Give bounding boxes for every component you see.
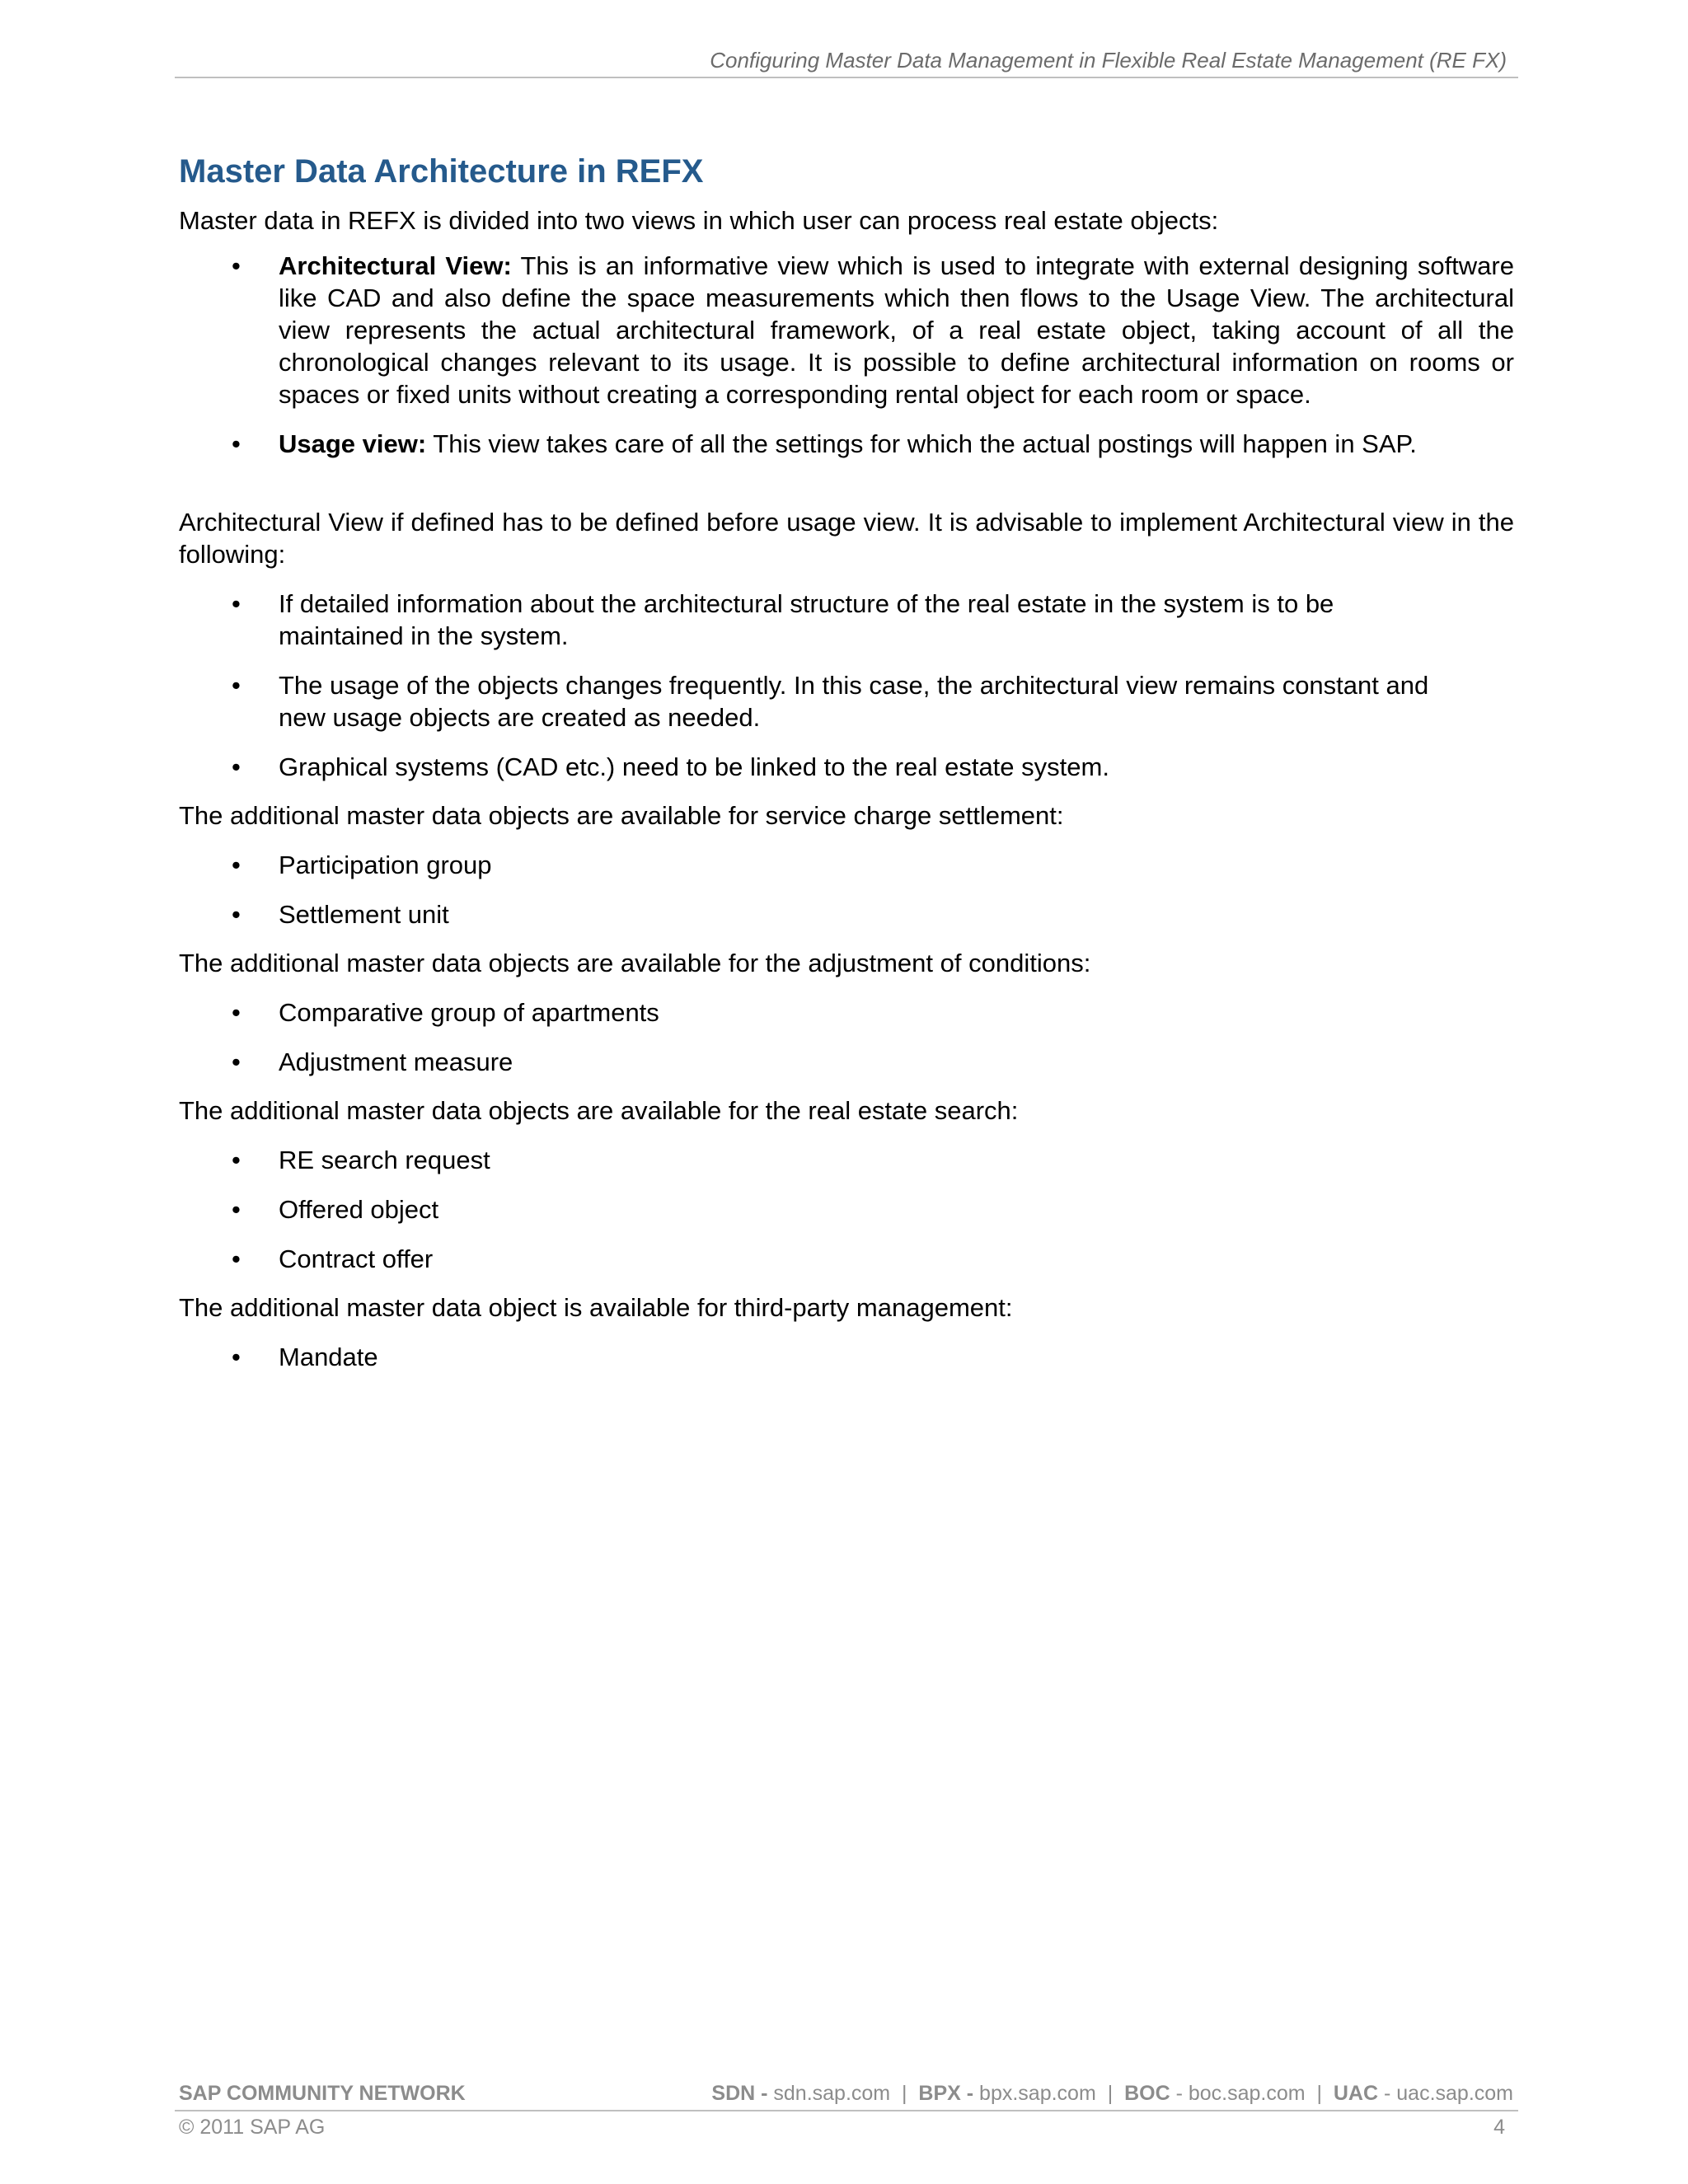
footer-separator: | — [890, 2082, 919, 2105]
architectural-list — [179, 588, 1514, 783]
list-item — [179, 669, 1514, 733]
footer-link-bpx[interactable]: bpx.sap.com — [973, 2082, 1096, 2105]
list-item-architectural-view — [179, 250, 1514, 410]
footer-links — [711, 2082, 1513, 2106]
list-item-usage-view — [179, 428, 1514, 460]
bullet-icon: • — [232, 1343, 241, 1371]
intro-paragraph: Master data in REFX is divided into two views in which user can process real estate objects: — [179, 206, 1219, 235]
list-item — [179, 1243, 1514, 1275]
running-header: Configuring Master Data Management in Flexible Real Estate Management (RE FX) — [710, 48, 1507, 73]
list-item-text: Settlement unit — [279, 900, 449, 929]
list-item-text: Adjustment measure — [279, 1047, 513, 1076]
footer-link-label: SDN - — [711, 2082, 768, 2105]
bullet-icon: • — [232, 1244, 241, 1273]
service-charge-list — [179, 849, 1514, 930]
term-description: This view takes care of all the settings for which the actual postings will happen in SAP. — [426, 429, 1417, 458]
bullet-icon: • — [232, 589, 241, 618]
footer-network-label: SAP COMMUNITY NETWORK — [179, 2082, 466, 2105]
list-item — [179, 1193, 1514, 1226]
list-item-text: If detailed information about the architectural structure of the real estate in the system is to be maintained in the system. — [279, 589, 1334, 650]
list-item-text: Participation group — [279, 851, 492, 879]
bullet-icon: • — [232, 998, 241, 1027]
list-item-text: Contract offer — [279, 1244, 434, 1273]
service-charge-intro: The additional master data objects are available for service charge settlement: — [179, 801, 1064, 830]
list-item — [179, 1144, 1514, 1176]
bullet-icon: • — [232, 752, 241, 781]
footer-link-label: BOC — [1124, 2082, 1170, 2105]
list-item — [179, 751, 1514, 783]
list-item — [179, 1046, 1514, 1078]
bullet-icon: • — [232, 1195, 241, 1224]
section-title: Master Data Architecture in REFX — [179, 153, 704, 190]
list-item-text: Offered object — [279, 1195, 439, 1224]
list-item — [179, 1341, 1514, 1373]
term-label: Usage view: — [279, 429, 427, 458]
search-list — [179, 1144, 1514, 1275]
footer-link-label: UAC — [1333, 2082, 1379, 2105]
footer-link-boc[interactable]: - boc.sap.com — [1170, 2082, 1306, 2105]
bullet-icon: • — [232, 851, 241, 879]
footer-link-sdn[interactable]: sdn.sap.com — [767, 2082, 891, 2105]
list-item — [179, 588, 1514, 652]
page-content — [179, 150, 1514, 1373]
bullet-icon: • — [232, 429, 241, 458]
footer-rule — [175, 2110, 1518, 2111]
list-item-text — [279, 250, 1514, 410]
term-label: Architectural View: — [279, 251, 512, 280]
list-item — [179, 996, 1514, 1029]
list-item-text: The usage of the objects changes frequently. In this case, the architectural view remains constant and new usage objects are created as needed. — [279, 671, 1429, 732]
bullet-icon: • — [232, 900, 241, 929]
adjustment-intro: The additional master data objects are available for the adjustment of conditions: — [179, 949, 1091, 977]
footer-link-label: BPX - — [918, 2082, 974, 2105]
page-number: 4 — [1493, 2116, 1505, 2139]
list-item — [179, 898, 1514, 930]
footer-copyright: © 2011 SAP AG — [179, 2116, 326, 2139]
list-item — [179, 849, 1514, 881]
third-party-list — [179, 1341, 1514, 1373]
list-item-text: RE search request — [279, 1146, 490, 1174]
architectural-intro-paragraph: Architectural View if defined has to be defined before usage view. It is advisable to implement Architectural view in the following: — [179, 508, 1514, 569]
footer-separator: | — [1095, 2082, 1125, 2105]
term-description: This is an informative view which is used to integrate with external designing software like CAD and also define the space measurements which then flows to the Usage View. The architectural view represents the actual architectural framework, of a real estate object, taking account of all the chronological changes relevant to its usage. It is possible to define architectural information on rooms or spaces or fixed units without creating a corresponding rental object for each room or space. — [279, 251, 1514, 409]
list-item-text: Mandate — [279, 1343, 378, 1371]
list-item-text: Comparative group of apartments — [279, 998, 659, 1027]
search-intro: The additional master data objects are available for the real estate search: — [179, 1096, 1019, 1125]
header-rule — [175, 77, 1518, 78]
bullet-icon: • — [232, 1047, 241, 1076]
footer-link-uac[interactable]: - uac.sap.com — [1378, 2082, 1513, 2105]
bullet-icon: • — [232, 251, 241, 280]
adjustment-list — [179, 996, 1514, 1078]
bullet-icon: • — [232, 1146, 241, 1174]
third-party-intro: The additional master data object is available for third-party management: — [179, 1293, 1013, 1322]
views-list — [179, 250, 1514, 460]
footer-separator: | — [1305, 2082, 1334, 2105]
list-item-text: Graphical systems (CAD etc.) need to be linked to the real estate system. — [279, 752, 1109, 781]
bullet-icon: • — [232, 671, 241, 700]
list-item-text — [279, 428, 1514, 460]
